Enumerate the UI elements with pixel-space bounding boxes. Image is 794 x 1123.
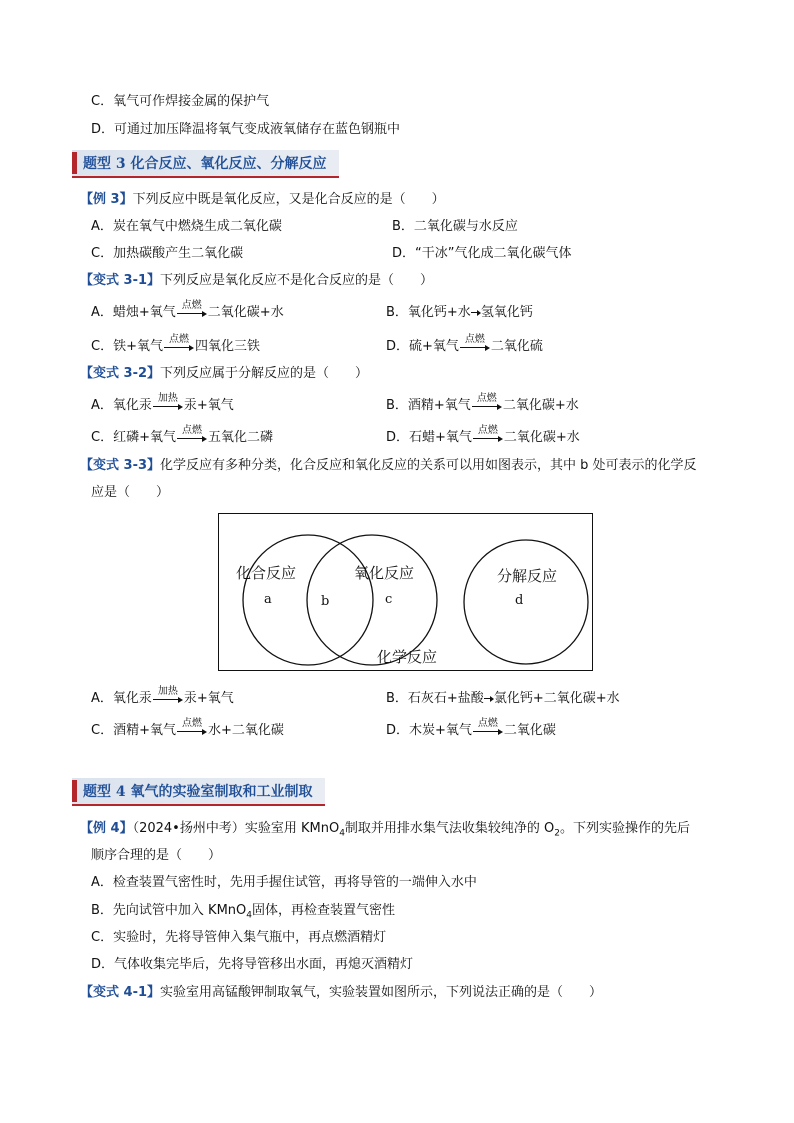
reaction-condition: 加热 [157,685,178,697]
products: 二氧化碳 [503,723,556,738]
products: 氯化钙+二氧化碳+水 [493,691,620,706]
option-b [386,392,579,415]
option-c: C．加热碳酸产生二氧化碳 [91,246,244,261]
option-a [91,685,234,708]
arrow-icon [164,345,194,351]
reaction-arrow [153,394,183,410]
reactants: C．铁+氧气 [91,339,163,354]
question-tag: 【例 3】 [80,192,133,207]
option-c [91,424,273,447]
question-tag: 【例 4】 [80,821,133,836]
question-tag: 【变式 4-1】 [80,985,161,1000]
option-b [91,902,395,925]
products: 汞+氧气 [183,691,234,706]
variant-3-1-question [80,272,433,290]
question-stem: 实验室用高锰酸钾制取氧气，实验装置如图所示，下列说法正确的是（ ） [160,985,603,1000]
option-c [91,717,284,740]
products: 二氧化碳+水 [503,430,580,445]
circle-combination [243,535,373,665]
question-stem-part: 制取并用排水集气法收集较纯净的 O [344,821,555,836]
reactants: B．氧化钙+水 [386,305,471,320]
reaction-arrow [473,426,503,442]
arrow-icon [177,729,207,735]
arrow-icon [177,311,207,317]
option-a: A．炭在氧气中燃烧生成二氧化碳 [91,219,282,234]
products: 二氧化碳+水 [207,305,284,320]
products: 汞+氧气 [183,398,234,413]
reactants: C．红磷+氧气 [91,430,176,445]
option-c: C．实验时，先将导管伸入集气瓶中，再点燃酒精灯 [91,930,387,945]
venn-diagram [218,513,593,671]
region-c: c [385,592,393,607]
option-d [386,424,580,447]
section-3-title: 题型 3 化合反应、氧化反应、分解反应 [83,156,327,172]
question-stem: 下列反应中既是氧化反应，又是化合反应的是（ ） [132,192,445,207]
reactants: A．氧化汞 [91,691,152,706]
products: 四氧化三铁 [194,339,260,354]
reactants: D．木炭+氧气 [386,723,472,738]
arrow-icon [484,696,494,702]
reactants: D．石蜡+氧气 [386,430,472,445]
question-tag: 【变式 3-1】 [80,273,161,288]
region-d: d [515,593,524,608]
example-4-question [80,820,690,843]
reaction-arrow [153,687,183,703]
question-stem-continued: 应是（ ） [91,485,170,500]
option-a: A．检查装置气密性时，先用手握住试管，再将导管的一端伸入水中 [91,875,477,890]
option-c [91,333,260,356]
reaction-arrow [177,719,207,735]
option-a [91,299,284,322]
arrow-icon [473,729,503,735]
section-3-heading [72,150,339,178]
subscript: 2 [554,828,561,839]
reaction-condition: 点燃 [464,333,485,345]
reaction-condition: 点燃 [181,717,202,729]
arrow-icon [460,345,490,351]
option-d [386,717,556,740]
arrow-icon [472,404,502,410]
label-oxidation: 氧化反应 [354,564,415,582]
reactants: B．酒精+氧气 [386,398,471,413]
reaction-condition: 点燃 [181,299,202,311]
question-stem-continued: 顺序合理的是（ ） [91,848,222,863]
reactants: A．氧化汞 [91,398,152,413]
circle-decomposition [464,540,588,664]
reaction-arrow [473,719,503,735]
products: 五氧化二磷 [207,430,273,445]
subscript: 4 [339,828,345,839]
question-stem: 下列反应是氧化反应不是化合反应的是（ ） [160,273,434,288]
option-a [91,392,234,415]
arrow-icon [471,310,481,316]
reaction-condition: 点燃 [477,717,498,729]
reaction-arrow [164,335,194,351]
question-stem: 下列反应属于分解反应的是（ ） [160,366,369,381]
option-c-text: C．氧气可作焊接金属的保护气 [91,94,270,109]
option-d: D．气体收集完毕后，先将导管移出水面，再熄灭酒精灯 [91,957,414,972]
option-b [386,690,620,708]
label-combination: 化合反应 [236,564,297,582]
variant-3-2-question [80,365,368,383]
question-stem: 化学反应有多种分类，化合反应和氧化反应的关系可以用如图表示，其中 b 处可表示的化学反 [160,458,697,473]
reaction-arrow [460,335,490,351]
reactants: C．酒精+氧气 [91,723,176,738]
section-4-heading [72,778,325,806]
label-chemical-reaction: 化学反应 [377,648,438,666]
reactants: B．石灰石+盐酸 [386,691,484,706]
reactants: A．蜡烛+氧气 [91,305,176,320]
reactants: D．硫+氧气 [386,339,459,354]
reaction-condition: 点燃 [476,392,497,404]
reaction-arrow [177,301,207,317]
section-4-title: 题型 4 氧气的实验室制取和工业制取 [83,784,313,800]
option-d [386,333,543,356]
products: 二氧化硫 [490,339,543,354]
products: 水+二氧化碳 [207,723,284,738]
label-decomposition: 分解反应 [497,567,558,585]
reaction-condition: 加热 [157,392,178,404]
reaction-arrow [472,394,502,410]
question-tag: 【变式 3-2】 [80,366,161,381]
question-tag: 【变式 3-3】 [80,458,161,473]
region-a: a [264,592,272,607]
region-b: b [321,594,330,609]
arrow-icon [177,436,207,442]
products: 氢氧化钙 [480,305,533,320]
reaction-condition: 点燃 [181,424,202,436]
arrow-icon [153,404,183,410]
reaction-condition: 点燃 [477,424,498,436]
question-stem: （2024•扬州中考）实验室用 KMnO [132,821,340,836]
reaction-condition: 点燃 [168,333,189,345]
option-text: B．先向试管中加入 KMnO [91,903,247,918]
example-3-question [80,191,445,209]
reaction-arrow [177,426,207,442]
arrow-icon [153,697,183,703]
arrow-icon [473,436,503,442]
option-b [386,304,533,322]
option-d: D．“干冰”气化成二氧化碳气体 [392,246,572,261]
variant-4-1-question [80,984,602,1002]
subscript: 4 [246,910,252,921]
option-text: 固体，再检查装置气密性 [252,903,396,918]
products: 二氧化碳+水 [502,398,579,413]
option-d-text: D．可通过加压降温将氧气变成液氧储存在蓝色钢瓶中 [91,122,401,137]
question-stem-part: 。下列实验操作的先后 [560,821,691,836]
option-b: B．二氧化碳与水反应 [392,219,518,234]
variant-3-3-question [80,457,697,475]
